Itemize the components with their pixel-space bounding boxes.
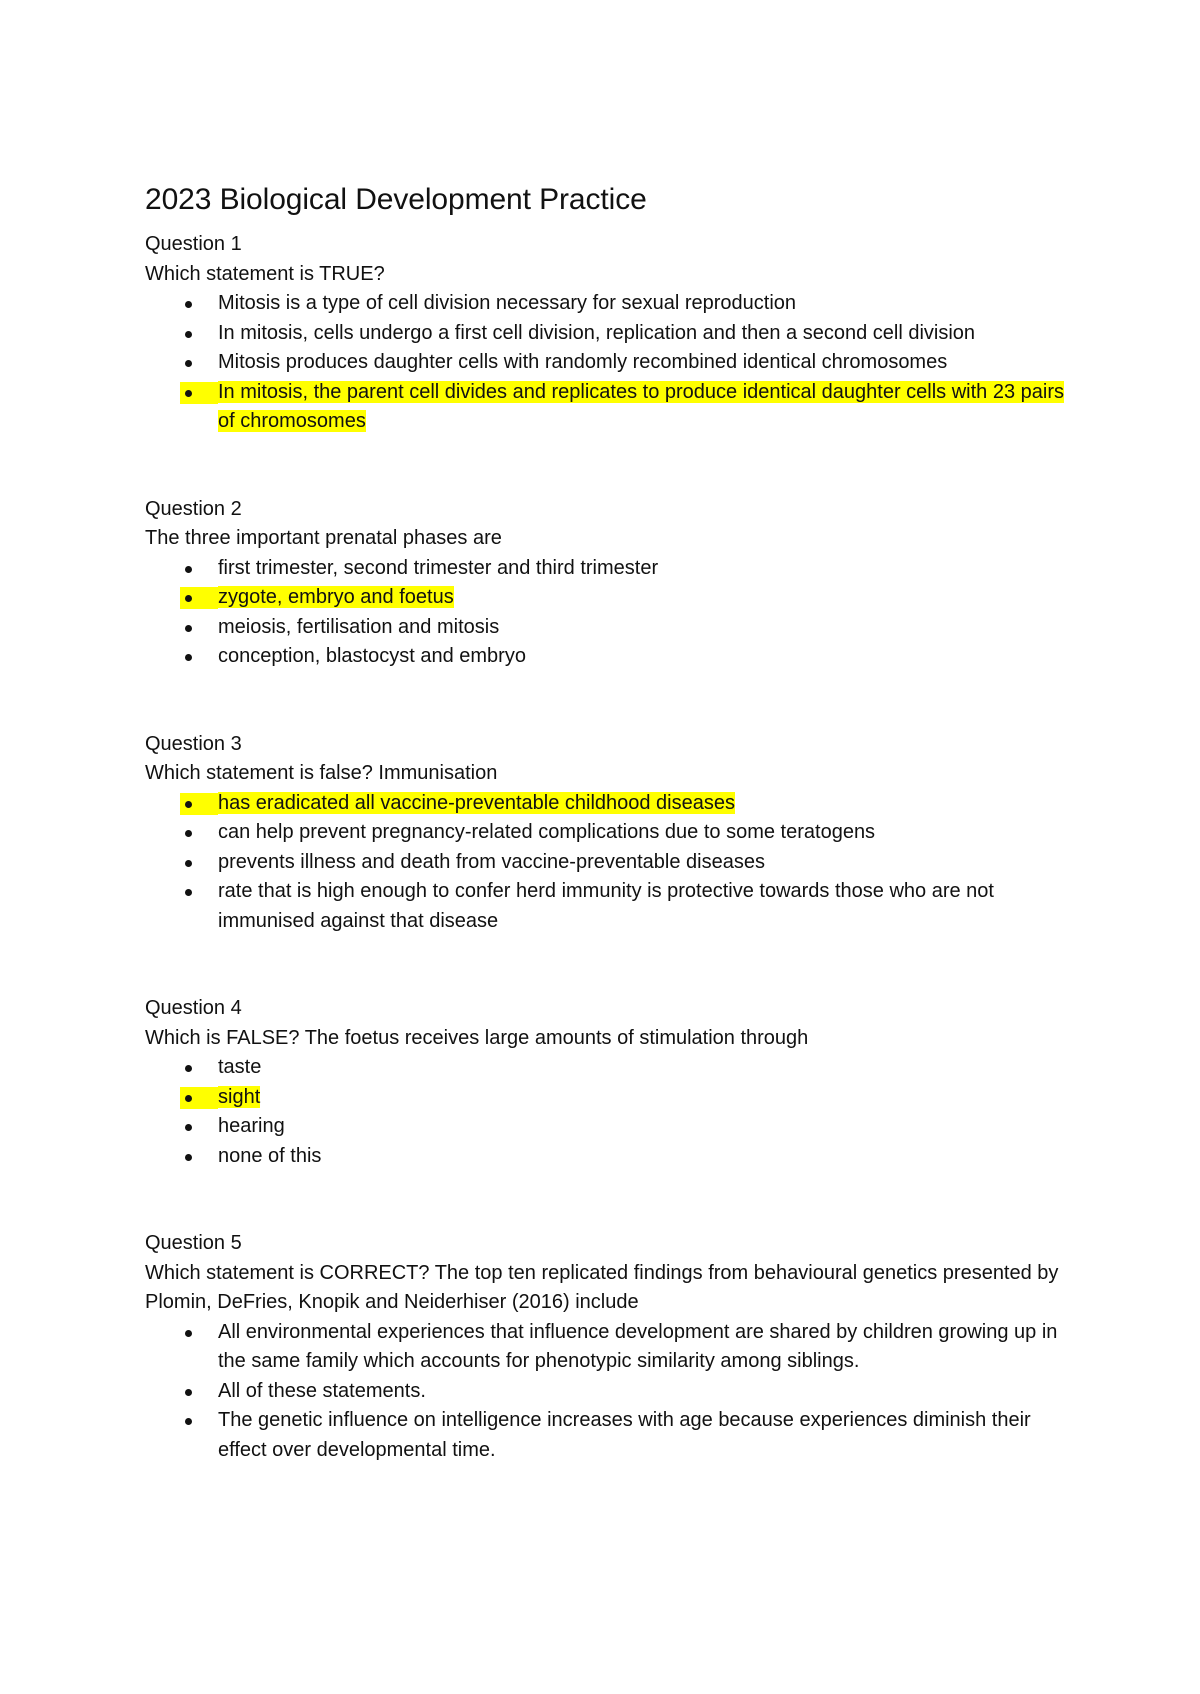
question-text: Which statement is TRUE? (145, 262, 385, 285)
option-text: hearing (218, 1115, 285, 1137)
question-label: Question 2 (145, 497, 242, 520)
answer-option-highlighted (145, 1083, 1065, 1113)
option-text: meiosis, fertilisation and mitosis (218, 615, 500, 638)
bullet-icon (185, 830, 192, 837)
option-text: taste (218, 1056, 262, 1078)
bullet-icon (185, 1418, 192, 1425)
answer-option (145, 1377, 1065, 1407)
option-text: rate that is high enough to confer herd immunity is protective towards those who are not immunised against that disease (218, 880, 994, 932)
question-5 (145, 1229, 1065, 1465)
bullet-icon (185, 1389, 192, 1396)
bullet-icon (185, 1330, 192, 1337)
question-label: Question 5 (145, 1232, 242, 1254)
option-text: All environmental experiences that influence development are shared by children growing up in the same family which accounts for phenotypic similarity among siblings. (218, 1320, 1058, 1372)
answer-option (145, 1318, 1065, 1377)
option-list (145, 1318, 1065, 1466)
question-text: Which statement is CORRECT? The top ten replicated findings from behavioural genetics presented by Plomin, DeFries, Knopik and Neiderhiser (2016) include (145, 1261, 1059, 1313)
document-page (145, 178, 1065, 1465)
question-3 (145, 730, 1065, 937)
question-label: Question 3 (145, 732, 242, 755)
answer-option (145, 554, 1065, 584)
option-text: has eradicated all vaccine-preventable childhood diseases (218, 791, 735, 814)
option-text: can help prevent pregnancy-related complications due to some teratogens (218, 821, 876, 843)
answer-option (145, 289, 1065, 319)
answer-option-highlighted (145, 583, 1065, 613)
question-list (145, 230, 1065, 1465)
option-text: All of these statements. (218, 1379, 426, 1402)
option-text: Mitosis produces daughter cells with randomly recombined identical chromosomes (218, 351, 948, 373)
answer-option (145, 348, 1065, 378)
bullet-icon (185, 801, 192, 808)
option-text: none of this (218, 1144, 322, 1167)
answer-option (145, 877, 1065, 936)
answer-option (145, 1053, 1065, 1083)
question-label: Question 1 (145, 233, 242, 255)
question-2 (145, 495, 1065, 672)
answer-option-highlighted (145, 378, 1065, 437)
document-title: 2023 Biological Development Practice (145, 183, 647, 216)
option-text: In mitosis, cells undergo a first cell division, replication and then a second cell division (218, 321, 976, 344)
bullet-icon (185, 595, 192, 602)
option-text: In mitosis, the parent cell divides and replicates to produce identical daughter cells with 23 pairs of chromosomes (218, 380, 1065, 432)
option-text: first trimester, second trimester and third trimester (218, 556, 659, 579)
option-list (145, 789, 1065, 937)
question-text: The three important prenatal phases are (145, 527, 502, 549)
option-list (145, 1053, 1065, 1171)
answer-option (145, 1406, 1065, 1465)
question-text: Which statement is false? Immunisation (145, 762, 498, 784)
question-1 (145, 230, 1065, 437)
bullet-icon (185, 1095, 192, 1102)
bullet-icon (185, 1154, 192, 1161)
bullet-icon (185, 566, 192, 573)
bullet-icon (185, 390, 192, 397)
bullet-icon (185, 1124, 192, 1131)
answer-option (145, 613, 1065, 643)
question-4 (145, 994, 1065, 1171)
answer-option (145, 642, 1065, 672)
answer-option (145, 818, 1065, 848)
option-text: conception, blastocyst and embryo (218, 645, 526, 667)
bullet-icon (185, 625, 192, 632)
bullet-icon (185, 654, 192, 661)
question-label: Question 4 (145, 997, 242, 1019)
bullet-icon (185, 1065, 192, 1072)
answer-option (145, 319, 1065, 349)
bullet-icon (185, 860, 192, 867)
bullet-icon (185, 889, 192, 896)
option-text: The genetic influence on intelligence increases with age because experiences diminish their effect over developmental time. (218, 1409, 1031, 1461)
answer-option-highlighted (145, 789, 1065, 819)
option-text: sight (218, 1085, 261, 1108)
question-text: Which is FALSE? The foetus receives large amounts of stimulation through (145, 1026, 809, 1049)
bullet-icon (185, 331, 192, 338)
option-text: Mitosis is a type of cell division necessary for sexual reproduction (218, 292, 797, 314)
option-list (145, 554, 1065, 672)
answer-option (145, 848, 1065, 878)
bullet-icon (185, 360, 192, 367)
answer-option (145, 1112, 1065, 1142)
bullet-icon (185, 301, 192, 308)
answer-option (145, 1142, 1065, 1172)
option-text: zygote, embryo and foetus (218, 586, 454, 608)
option-text: prevents illness and death from vaccine-preventable diseases (218, 850, 765, 873)
option-list (145, 289, 1065, 437)
